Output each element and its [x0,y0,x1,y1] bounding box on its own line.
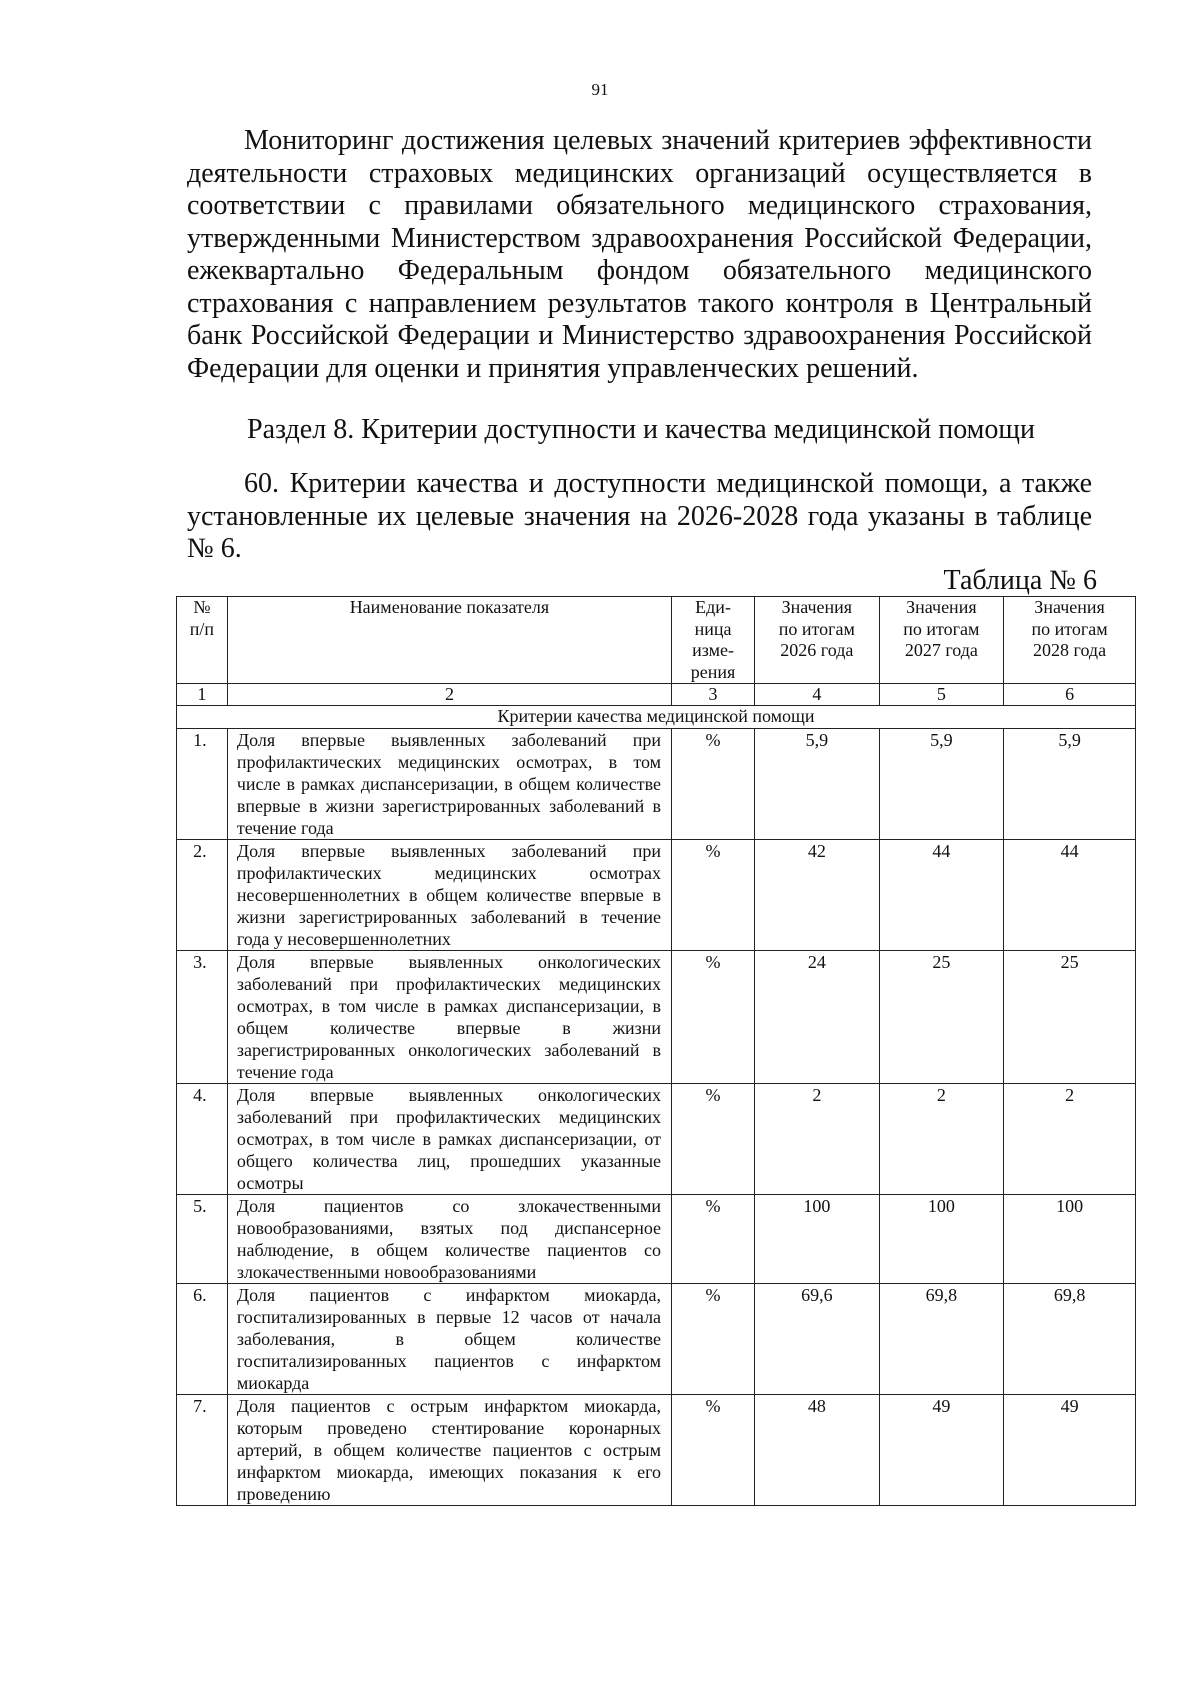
indicator-name: Доля впервые выявленных онкологических заболеваний при профилактических медицинских осмотрах, в том числе в рамках диспансеризации, от общего количества лиц, прошедших указанные осмотры [227,1084,671,1195]
criteria-table [176,596,1136,1506]
section-row [177,706,1136,729]
header-num-line2: п/п [189,618,215,639]
paragraph-criteria [187,468,1092,566]
row-number: 1. [177,729,228,840]
value-2028: 2 [1004,1084,1136,1195]
row-number: 5. [177,1195,228,1284]
table-row [177,1395,1136,1506]
unit-of-measure: % [672,1284,755,1395]
header-unit-line1: Еди- [695,597,731,617]
table-row [177,1195,1136,1284]
page-number: 91 [591,80,609,99]
header-2026-line1: Значения [781,597,853,617]
header-2028-line2: по итогам [1031,618,1108,639]
table-row [177,729,1136,840]
header-2027-line3: 2027 года [904,640,978,660]
table-header-row [177,597,1136,684]
column-number: 2 [227,684,671,706]
unit-of-measure: % [672,1195,755,1284]
column-number: 3 [672,684,755,706]
paragraph-text: Мониторинг достижения целевых значений критериев эффективности деятельности страховых медицинских организаций осуществляется в соответствии с правилами обязательного медицинского страхования, утвержденными Министерством здравоохранения Российской Федерации, ежеквартально Федеральным фондом обязательного медицинского страхования с направлением результатов такого контроля в Центральный банк Российской Федерации и Министерство здравоохранения Российской Федерации для оценки и принятия управленческих решений. [187,125,1092,384]
value-2027: 44 [879,840,1004,951]
value-2027: 49 [879,1395,1004,1506]
table-row [177,1084,1136,1195]
value-2027: 69,8 [879,1284,1004,1395]
indicator-name: Доля пациентов с инфарктом миокарда, госпитализированных в первые 12 часов от начала заболевания, в общем количестве госпитализированных пациентов с инфарктом миокарда [227,1284,671,1395]
value-2026: 69,6 [755,1284,880,1395]
table-row [177,951,1136,1084]
row-number: 3. [177,951,228,1084]
header-unit-line4: рения [690,661,736,682]
value-2026: 42 [755,840,880,951]
paragraph-monitoring [187,125,1092,385]
header-2026 [755,597,880,684]
indicator-name: Доля пациентов со злокачественными новообразованиями, взятых под диспансерное наблюдение, в общем количестве пациентов со злокачественными новообразованиями [227,1195,671,1284]
section-label: Критерии качества медицинской помощи [177,706,1136,729]
unit-of-measure: % [672,729,755,840]
value-2026: 2 [755,1084,880,1195]
row-number: 2. [177,840,228,951]
header-2026-line3: 2026 года [780,640,854,660]
unit-of-measure: % [672,840,755,951]
table-row [177,1284,1136,1395]
value-2027: 2 [879,1084,1004,1195]
value-2028: 69,8 [1004,1284,1136,1395]
column-number: 4 [755,684,880,706]
header-num [177,597,228,684]
column-number: 6 [1004,684,1136,706]
value-2026: 48 [755,1395,880,1506]
row-number: 4. [177,1084,228,1195]
header-2026-line2: по итогам [778,618,855,639]
table-row [177,840,1136,951]
unit-of-measure: % [672,1395,755,1506]
value-2028: 49 [1004,1395,1136,1506]
header-2028-line3: 2028 года [1033,640,1107,660]
section-title: Раздел 8. Критерии доступности и качества медицинской помощи [247,414,1035,445]
header-2027-line1: Значения [906,597,977,617]
table-caption: Таблица № 6 [943,565,1097,596]
value-2027: 5,9 [879,729,1004,840]
header-unit [672,597,755,684]
header-2028 [1004,597,1136,684]
value-2028: 5,9 [1004,729,1136,840]
header-2027-line2: по итогам [903,618,980,639]
header-2027 [879,597,1004,684]
indicator-name: Доля пациентов с острым инфарктом миокарда, которым проведено стентирование коронарных артерий, в общем количестве пациентов с острым инфарктом миокарда, имеющих показания к его проведению [227,1395,671,1506]
value-2028: 100 [1004,1195,1136,1284]
header-name: Наименование показателя [227,597,671,684]
unit-of-measure: % [672,951,755,1084]
row-number: 6. [177,1284,228,1395]
header-unit-line3: изме- [692,640,734,660]
column-number-row [177,684,1136,706]
value-2028: 25 [1004,951,1136,1084]
indicator-name: Доля впервые выявленных заболеваний при профилактических медицинских осмотрах, в том числе в рамках диспансеризации, в общем количестве впервые в жизни зарегистрированных заболеваний в течение года [227,729,671,840]
unit-of-measure: % [672,1084,755,1195]
value-2026: 100 [755,1195,880,1284]
value-2026: 24 [755,951,880,1084]
row-number: 7. [177,1395,228,1506]
column-number: 5 [879,684,1004,706]
header-2028-line1: Значения [1034,597,1105,617]
value-2026: 5,9 [755,729,880,840]
value-2027: 100 [879,1195,1004,1284]
indicator-name: Доля впервые выявленных заболеваний при профилактических медицинских осмотрах несовершеннолетних в общем количестве впервые в жизни зарегистрированных заболеваний в течение года у несовершеннолетних [227,840,671,951]
indicator-name: Доля впервые выявленных онкологических заболеваний при профилактических медицинских осмотрах, в том числе в рамках диспансеризации, в общем количестве впервые в жизни зарегистрированных онкологических заболеваний в течение года [227,951,671,1084]
paragraph-text: 60. Критерии качества и доступности медицинской помощи, а также установленные их целевые значения на 2026-2028 года указаны в таблице № 6. [187,468,1092,564]
value-2027: 25 [879,951,1004,1084]
header-num-line1: № [193,597,211,617]
header-unit-line2: ница [694,618,732,639]
value-2028: 44 [1004,840,1136,951]
column-number: 1 [177,684,228,706]
